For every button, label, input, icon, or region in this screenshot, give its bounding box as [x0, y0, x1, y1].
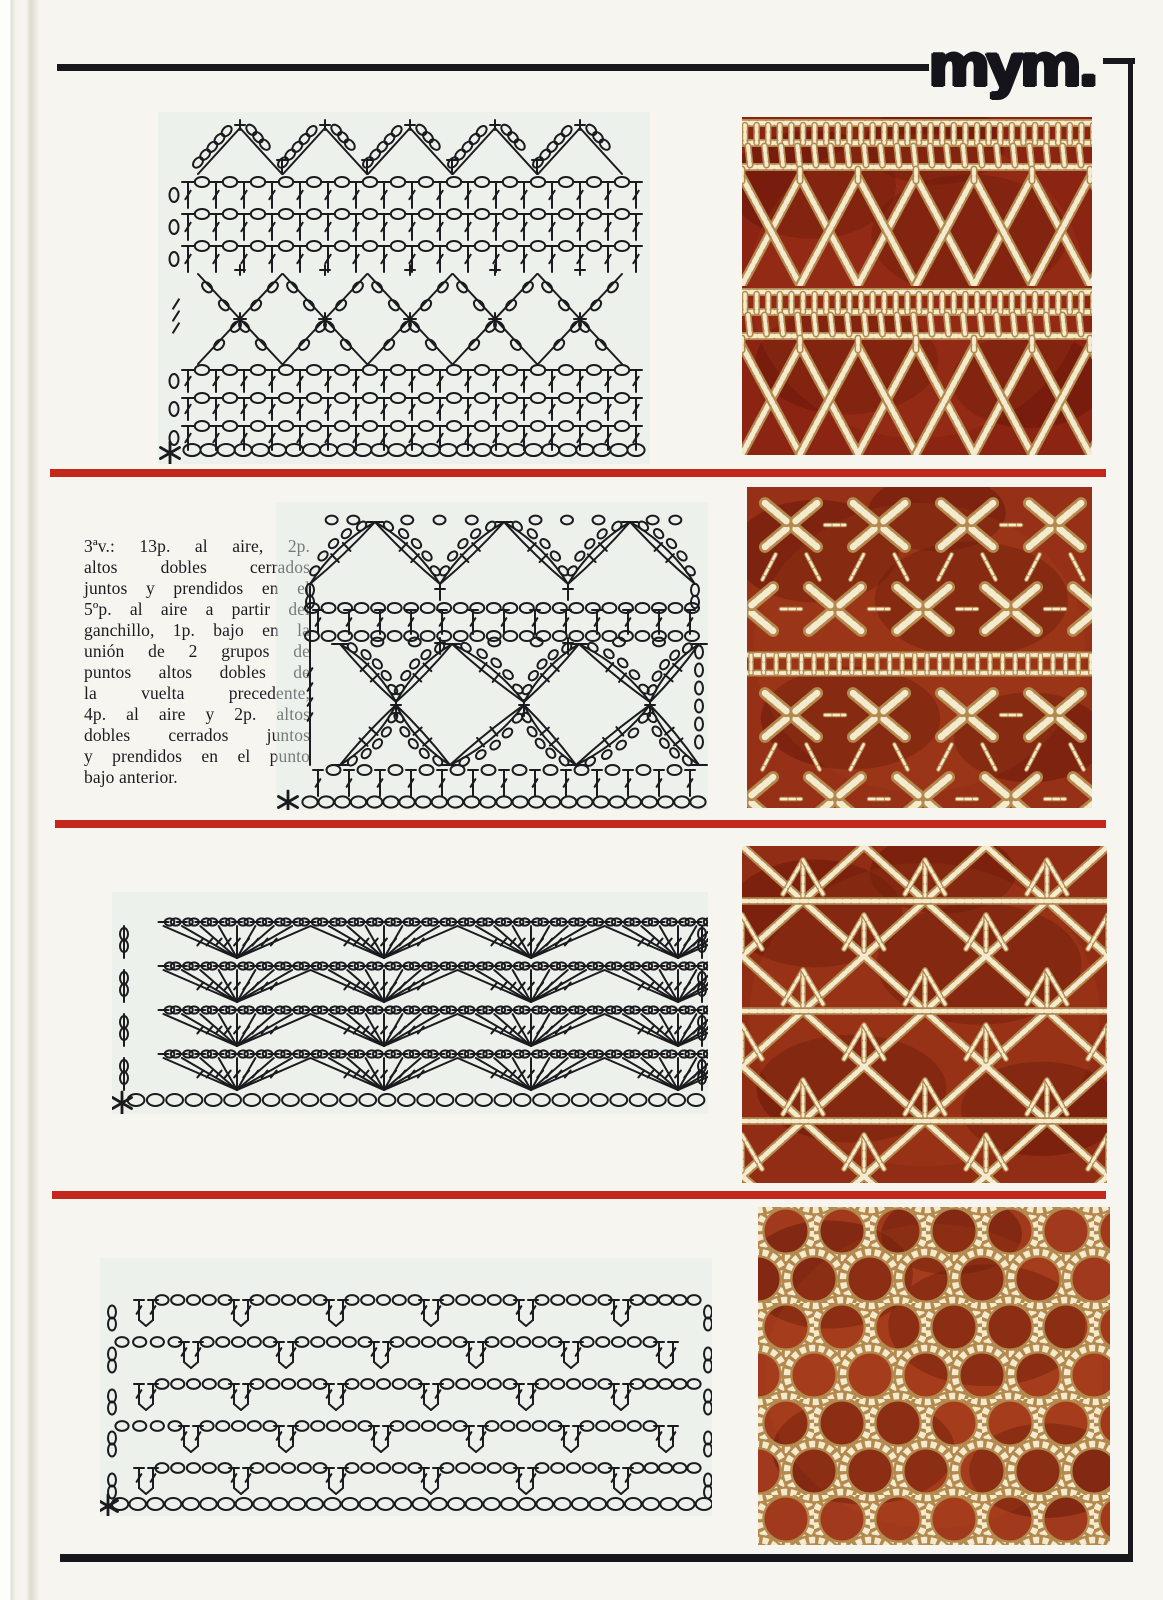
stitch-photo-1: [742, 117, 1092, 455]
crochet-chart-1-svg: [158, 112, 650, 464]
stitch-photo-3: [742, 846, 1107, 1183]
page-edge-shadow: [0, 0, 46, 1600]
instruction-line: puntos altos dobles de: [84, 662, 310, 682]
right-border-rule: [1128, 58, 1133, 1561]
crochet-chart-4: [100, 1258, 712, 1516]
instruction-line: altos dobles cerrados: [84, 557, 310, 577]
stitch-photo-2: [747, 487, 1092, 808]
stitch-photo-svg: [742, 846, 1107, 1183]
stitch-photo-svg: [758, 1207, 1110, 1545]
magazine-logo: mym.: [928, 31, 1095, 101]
instruction-line: y prendidos en el punto: [84, 746, 310, 766]
instruction-line: dobles cerrados juntos: [84, 725, 310, 745]
section-divider-1: [50, 469, 1106, 477]
instruction-line: ganchillo, 1p. bajo en la: [84, 620, 310, 640]
instruction-line: 3ªv.: 13p. al aire, 2p.: [84, 536, 310, 556]
crochet-chart-4-svg: [100, 1258, 712, 1516]
instruction-line: la vuelta precedente,: [84, 683, 310, 703]
stitch-photo-4: [758, 1207, 1110, 1545]
crochet-chart-2-svg: [276, 502, 708, 810]
bottom-border-rule: [60, 1554, 1133, 1562]
instruction-line: 5ºp. al aire a partir del: [84, 599, 310, 619]
stitch-photo-svg: [747, 487, 1092, 808]
instruction-line: juntos y prendidos en el: [84, 578, 310, 598]
section-divider-2: [55, 820, 1106, 828]
crochet-chart-3-svg: [112, 892, 708, 1114]
top-border-rule: [57, 64, 929, 71]
crochet-chart-1: [158, 112, 650, 464]
crochet-chart-2: [276, 502, 708, 810]
instruction-line: unión de 2 grupos de: [84, 641, 310, 661]
crochet-chart-3: [112, 892, 708, 1114]
section-divider-3: [52, 1191, 1106, 1199]
instruction-line: 4p. al aire y 2p. altos: [84, 704, 310, 724]
instruction-line: bajo anterior.: [84, 767, 178, 787]
stitch-photo-svg: [742, 117, 1092, 455]
